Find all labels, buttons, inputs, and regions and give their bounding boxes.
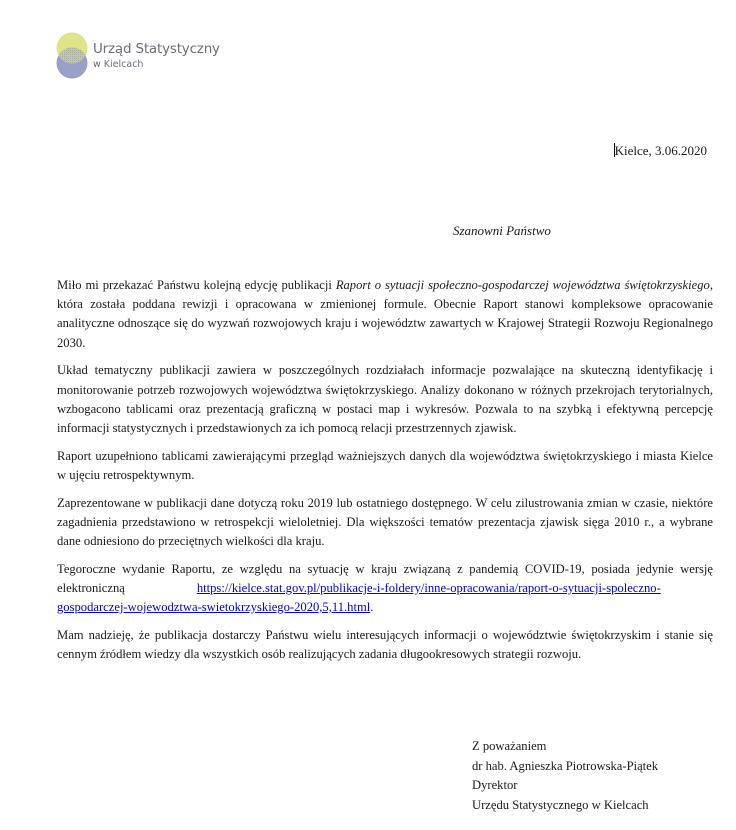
paragraph-2: Układ tematyczny publikacji zawiera w poszczególnych rozdziałach informacje pozwalające na skuteczną identyfikację i monitorowanie potrzeb rozwojowych województwa świętokrzyskiego. Analizy dokonano w różnych przekrojach terytorialnych, wzbogacono tablicami oraz prezentacją graficzną w postaci map i wykresów. Pozwala to na szybką i efektywną percepcję informacji statystycznych i przedstawionych za ich pomocą relacji przestrzennych zjawisk. [57, 363, 713, 435]
report-link[interactable]: https://kielce.stat.gov.pl/publikacje-i-foldery/inne-opracowania/raport-o-sytuacji-spoleczno-gospodarczej-wojewodztwa-swietokrzyskiego-2020,5,11.html [57, 580, 661, 615]
paragraph-3: Raport uzupełniono tablicami zawierającymi przegląd ważniejszych danych dla województwa świętokrzyskiego i miasta Kielce w ujęciu retrospektywnym. [57, 448, 713, 482]
logo-subtitle: w Kielcach [93, 59, 144, 70]
signatory-position: Dyrektor [472, 778, 518, 792]
paragraph-4: Zaprezentowane w publikacji dane dotyczą roku 2019 lub ostatniego dostępnego. W celu zilustrowania zmian w czasie, niektóre zagadnienia przedstawiono w retrospekcji wieloletniej. Dla większości tematów prezentacja zjawisk sięga 2010 r., a wybrane dane odniesiono do przeciętnych wielkości dla kraju. [57, 495, 713, 548]
paragraph-1: Miło mi przekazać Państwu kolejną edycję publikacji Raport o sytuacji społeczno-gospodarczej województwa świętokrzyskiego, która została poddana rewizji i opracowana w zmienionej formule. Obecnie Raport stanowi kompleksowe opracowanie analityczne odnoszące się do wyzwań rozwojowych kraju i województw zawartych w Krajowej Strategii Rozwoju Regionalnego 2030. [57, 278, 713, 350]
salutation: Szanowni Państwo [453, 223, 551, 238]
signature-block [472, 737, 658, 815]
letter-body [57, 276, 713, 673]
paragraph-6: Mam nadzieję, że publikacja dostarczy Państwu wielu interesujących informacji o województwie świętokrzyskim i stanie się cennym źródłem wiedzy dla wszystkich osób realizujących zadania długookresowych strategii rozwoju. [57, 627, 713, 661]
signatory-name: dr hab. Agnieszka Piotrowska-Piątek [472, 758, 659, 773]
signatory-office: Urzędu Statystycznego w Kielcach [472, 797, 649, 812]
letter-date [614, 143, 707, 159]
date-text: Kielce, 3.06.2020 [614, 143, 707, 158]
logo-title: Urząd Statystyczny [93, 41, 220, 57]
publication-title: Raport o sytuacji społeczno-gospodarczej województwa świętokrzyskiego [335, 278, 710, 292]
closing: Z poważaniem [472, 739, 547, 753]
overlapping-circles-logo-icon [56, 32, 90, 80]
logo [56, 32, 226, 82]
paragraph-5: Tegoroczne wydanie Raportu, ze względu na sytuację w kraju związaną z pandemią COVID-19, posiada jedynie wersję elektroniczną https://kielce.stat.gov.pl/publikacje-i-foldery/inne-opracowania/raport-o-sytuacji-spoleczno-gospodarczej-wojewodztwa-swietokrzyskiego-2020,5,11.html. [57, 561, 713, 615]
